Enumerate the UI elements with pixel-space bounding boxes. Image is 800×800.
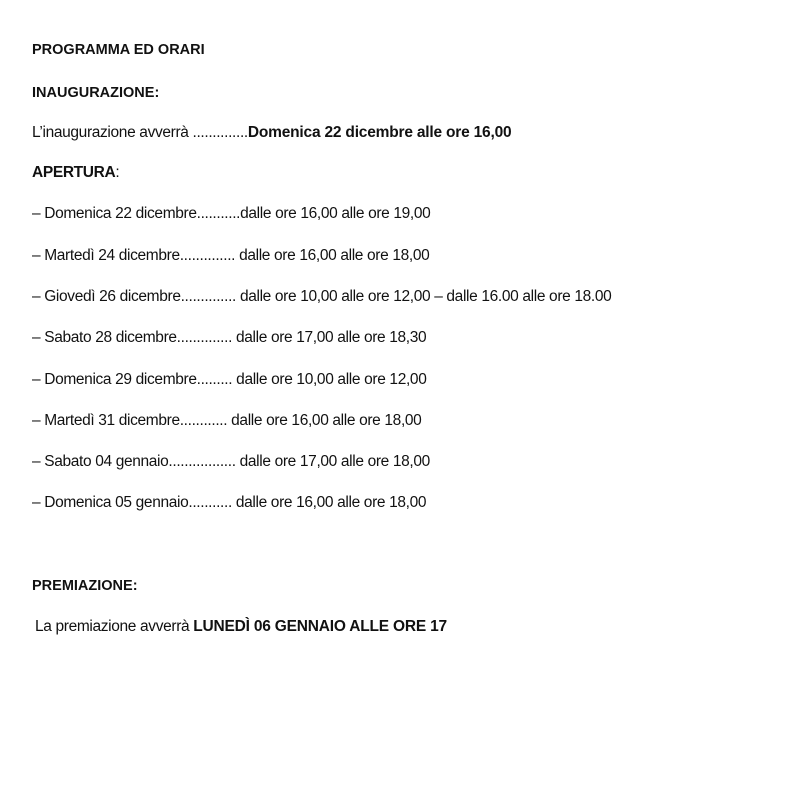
schedule-item: – Domenica 05 gennaio........... dalle ore 16,00 alle ore 18,00	[32, 494, 427, 511]
inaugurazione-heading: INAUGURAZIONE:	[32, 85, 160, 101]
premiazione-date: LUNEDÌ 06 GENNAIO ALLE ORE 17	[193, 618, 447, 635]
inaugurazione-date: Domenica 22 dicembre alle ore 16,00	[247, 124, 512, 141]
premiazione-heading: PREMIAZIONE:	[32, 578, 138, 594]
page-title: PROGRAMMA ED ORARI	[32, 42, 205, 58]
premiazione-line	[35, 617, 447, 637]
schedule-item: – Domenica 29 dicembre......... dalle ore 10,00 alle ore 12,00	[32, 371, 427, 388]
schedule-item: – Giovedì 26 dicembre.............. dalle ore 10,00 alle ore 12,00 – dalle 16.00 alle ore 18.00	[32, 288, 612, 305]
inaugurazione-line	[32, 123, 511, 143]
apertura-heading-line	[32, 163, 119, 183]
schedule-item: – Sabato 28 dicembre.............. dalle ore 17,00 alle ore 18,30	[32, 329, 427, 346]
schedule-item: – Martedì 31 dicembre............ dalle ore 16,00 alle ore 18,00	[32, 412, 422, 429]
schedule-item: – Martedì 24 dicembre.............. dalle ore 16,00 alle ore 18,00	[32, 247, 430, 264]
premiazione-text: La premiazione avverrà	[35, 618, 194, 635]
schedule-item: – Domenica 22 dicembre...........dalle ore 16,00 alle ore 19,00	[32, 205, 431, 222]
apertura-colon: :	[115, 164, 120, 181]
apertura-heading: APERTURA	[32, 164, 116, 181]
schedule-item: – Sabato 04 gennaio................. dalle ore 17,00 alle ore 18,00	[32, 453, 430, 470]
inaugurazione-text: L’inaugurazione avverrà ..............	[32, 124, 248, 141]
